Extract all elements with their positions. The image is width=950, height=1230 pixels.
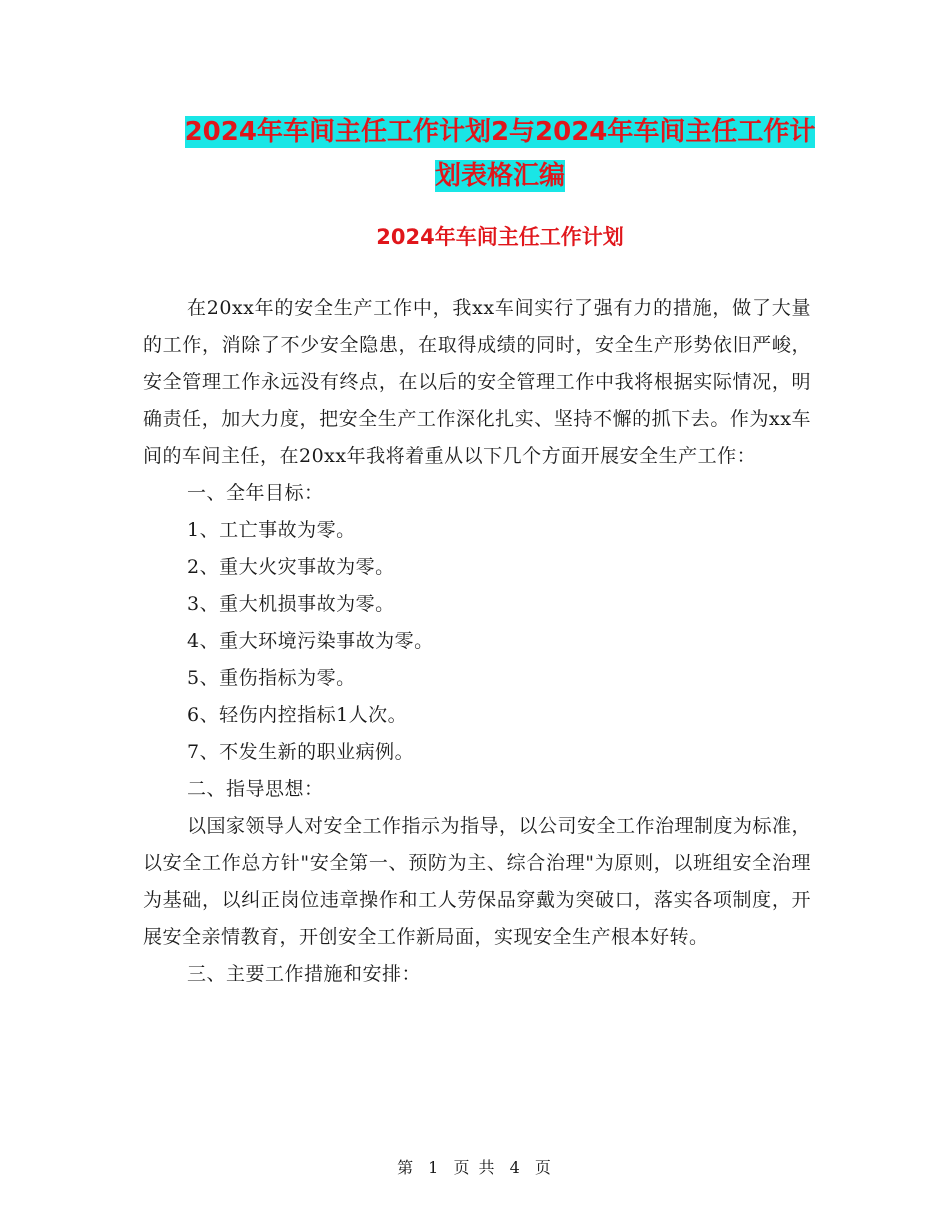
list-item: 7、不发生新的职业病例。 (187, 741, 415, 763)
list-item: 5、重伤指标为零。 (187, 667, 356, 689)
list-item: 1、工亡事故为零。 (187, 519, 356, 541)
heading-main-measures: 三、主要工作措施和安排： (187, 963, 422, 985)
footer-middle: 页 共 (453, 1158, 497, 1177)
document-title (140, 110, 860, 198)
document-title-line1: 2024年车间主任工作计划2与2024年车间主任工作计 (184, 117, 816, 147)
footer-prefix: 第 (397, 1158, 416, 1177)
page-footer (0, 1155, 950, 1178)
list-item: 4、重大环境污染事故为零。 (187, 630, 434, 652)
paragraph-guiding-ideology: 以国家领导人对安全工作指示为指导，以公司安全工作治理制度为标准，以安全工作总方针"安全第一、预防为主、综合治理"为原则，以班组安全治理为基础，以纠正岗位违章操作和工人劳保品穿戴为突破口，落实各项制度，开展安全亲情教育，开创安全工作新局面，实现安全生产根本好转。 (143, 815, 812, 948)
heading-annual-goals: 一、全年目标： (187, 482, 324, 504)
document-title-line2: 划表格汇编 (434, 161, 565, 191)
footer-suffix: 页 (534, 1158, 553, 1177)
list-item: 3、重大机损事故为零。 (187, 593, 395, 615)
list-item: 6、轻伤内控指标1人次。 (187, 704, 408, 726)
heading-guiding-ideology: 二、指导思想： (187, 778, 324, 800)
section-title: 2024年车间主任工作计划 (376, 225, 624, 249)
footer-total-pages: 4 (509, 1158, 522, 1177)
document-body (143, 290, 811, 993)
list-item: 2、重大火灾事故为零。 (187, 556, 395, 578)
paragraph-intro: 在20xx年的安全生产工作中，我xx车间实行了强有力的措施，做了大量的工作，消除了不少安全隐患，在取得成绩的同时，安全生产形势依旧严峻，安全管理工作永远没有终点，在以后的安全管理工作中我将根据实际情况，明确责任，加大力度，把安全生产工作深化扎实、坚持不懈的抓下去。作为xx车间的车间主任，在20xx年我将着重从以下几个方面开展安全生产工作： (143, 297, 811, 467)
footer-page-number: 1 (428, 1158, 441, 1177)
